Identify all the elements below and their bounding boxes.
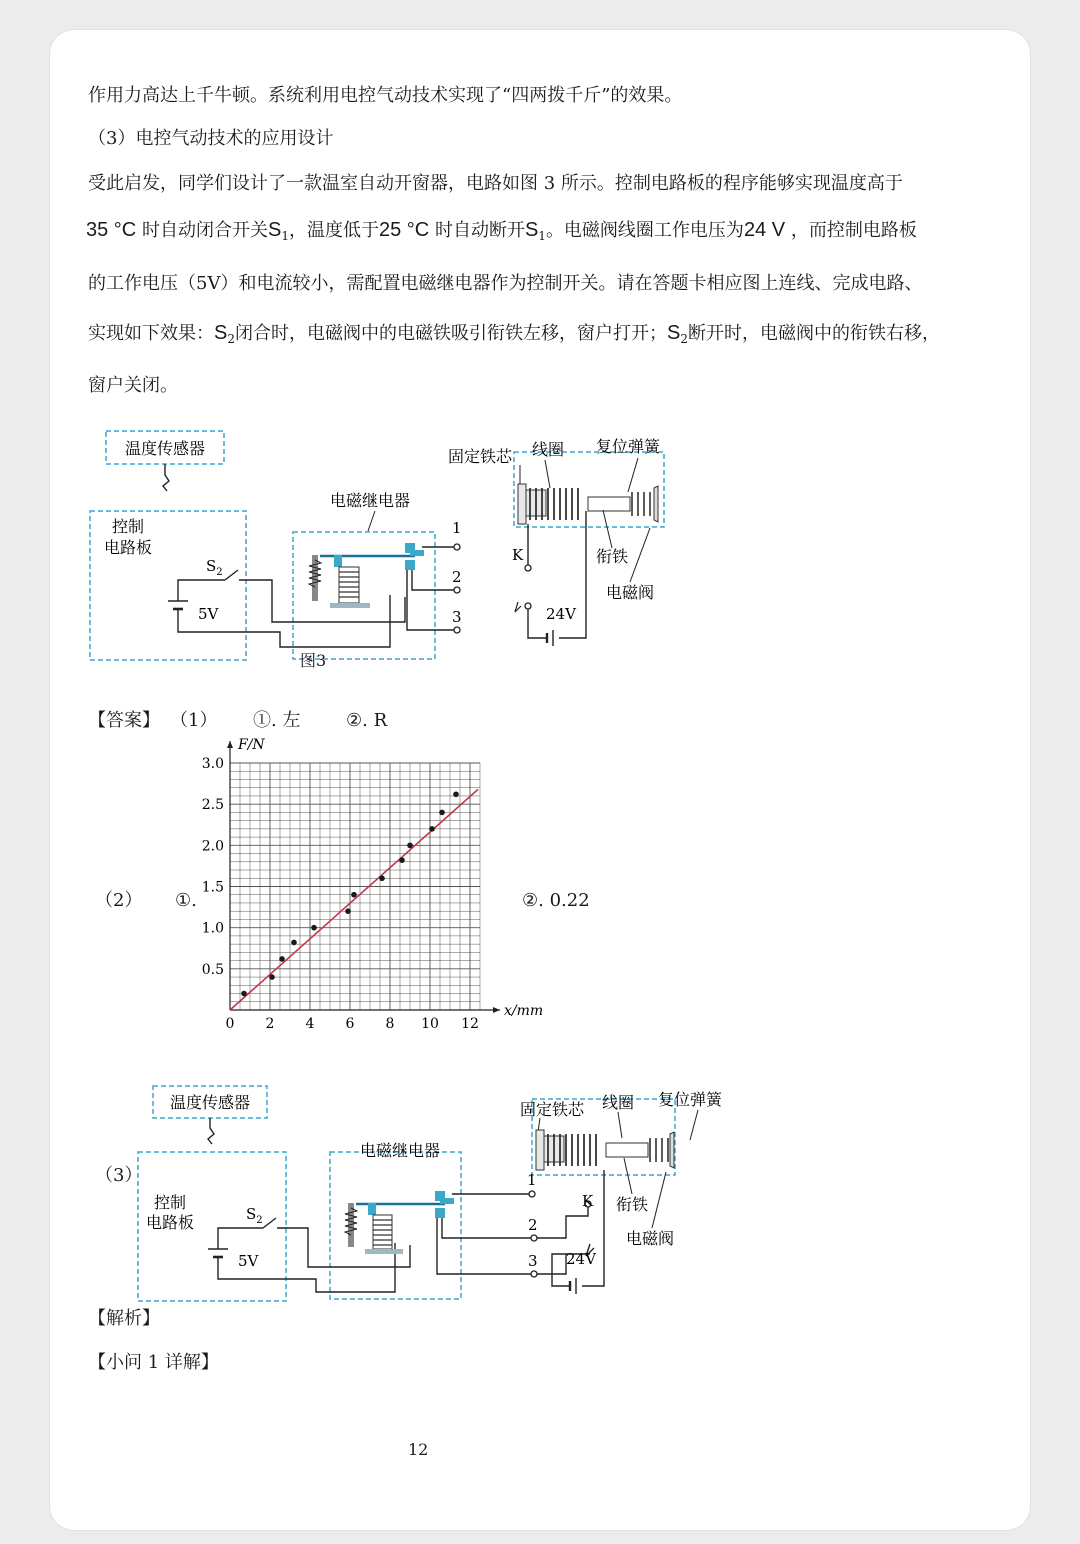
answer-k-label: K (582, 1192, 594, 1210)
answer-part-2: （2） (95, 890, 143, 911)
answer-terminal-1: 1 (527, 1171, 537, 1189)
spring-label: 复位弹簧 (595, 437, 661, 456)
x-tick-label: 8 (385, 1016, 395, 1032)
chart-ticks (202, 756, 479, 1032)
data-point (351, 892, 357, 898)
data-point (379, 875, 385, 881)
y-tick-label: 3.0 (201, 756, 224, 772)
valve-mechanism (518, 484, 658, 524)
data-point (407, 843, 413, 849)
answer-switch-label: $S_2$ (246, 1205, 263, 1226)
source-24v-label: 24V (546, 605, 576, 623)
data-point (453, 791, 459, 797)
text-line-6: 实现如下效果：$S_2$闭合时，电磁阀中的电磁铁吸引衔铁左移，窗户打开；$S_2$断开时，电磁阀中的衔铁右移， (88, 322, 940, 346)
answer-board-label-2: 电路板 (145, 1213, 195, 1232)
x-axis-label: x/mm (504, 1003, 544, 1019)
coil-label: 线圈 (531, 440, 565, 459)
circuit-figure-3 (50, 400, 710, 670)
temp-low: 25 °C (378, 219, 430, 241)
figure-caption: 图3 (300, 651, 327, 670)
data-point (345, 908, 351, 914)
relay-label: 电磁继电器 (329, 491, 411, 510)
data-point (269, 974, 275, 980)
board-label-2: 电路板 (103, 538, 153, 557)
y-tick-label: 0.5 (201, 961, 224, 978)
terminal-2: 2 (452, 568, 462, 586)
x-axis-arrow (493, 1007, 500, 1013)
answer-relay-label: 电磁继电器 (359, 1141, 441, 1160)
y-axis-label: F/N (238, 737, 265, 753)
core-label: 固定铁芯 (447, 447, 513, 466)
x-tick-label: 2 (265, 1016, 275, 1032)
data-point (399, 857, 405, 863)
data-point (241, 991, 247, 997)
answer-terminal-2: 2 (528, 1216, 538, 1234)
battery-5v-label: 5V (198, 605, 219, 623)
y-tick-label: 1.0 (201, 920, 224, 937)
terminal-3: 3 (452, 608, 462, 626)
answer-part-3: （3） (95, 1165, 143, 1186)
k-label: K (512, 546, 524, 564)
x-tick-label: 0 (225, 1016, 235, 1032)
text-line-5: 的工作电压（5V）和电流较小，需配置电磁继电器作为控制开关。请在答题卡相应图上连线、完成电路、 (88, 273, 923, 294)
answer-circuit (100, 1060, 723, 1315)
answer-armature-label: 衔铁 (615, 1195, 649, 1214)
x-tick-label: 6 (345, 1016, 355, 1032)
document-page (50, 30, 1030, 1530)
coil-voltage: 24 V (743, 219, 786, 241)
y-tick-label: 2.5 (201, 797, 224, 814)
answer-board-label-1: 控制 (153, 1193, 187, 1212)
answer-spring-label: 复位弹簧 (657, 1090, 723, 1109)
answer-coil-label: 线圈 (601, 1093, 635, 1112)
data-point (439, 810, 445, 816)
text-line-2: （3）电控气动技术的应用设计 (88, 128, 334, 149)
question-1-detail: 【小问 1 详解】 (88, 1352, 219, 1373)
board-label-1: 控制 (111, 517, 145, 536)
answer-label: 【答案】 (88, 710, 160, 731)
force-displacement-chart (190, 735, 544, 1040)
analysis-label: 【解析】 (88, 1308, 160, 1329)
switch-s2-label: $S_2$ (206, 557, 223, 578)
armature-label: 衔铁 (595, 547, 629, 566)
terminal-1: 1 (452, 519, 462, 537)
text-line-1: 作用力高达上千牛顿。系统利用电控气动技术实现了“四两拨千斤”的效果。 (88, 85, 683, 106)
answer-battery-label: 5V (238, 1252, 259, 1270)
answer-2-b: ②. 0.22 (522, 890, 590, 911)
data-point (311, 925, 317, 931)
answer-1-a: ①. 左 (253, 710, 301, 731)
answer-sensor-label: 温度传感器 (169, 1093, 251, 1112)
data-point (429, 826, 435, 832)
text-line-7: 窗户关闭。 (88, 375, 178, 396)
answer-core-label: 固定铁芯 (519, 1100, 585, 1119)
answer-1-b: ②. R (346, 710, 388, 731)
data-point (279, 956, 285, 962)
sensor-signal-line (163, 464, 169, 491)
data-point (291, 940, 297, 946)
text-line-3: 受此启发，同学们设计了一款温室自动开窗器，电路如图 3 所示。控制电路板的程序能够实现温度高于 (88, 173, 903, 194)
y-tick-label: 2.0 (201, 838, 224, 855)
x-tick-label: 4 (305, 1016, 315, 1032)
x-tick-label: 10 (421, 1016, 439, 1032)
page-number: 12 (408, 1440, 429, 1459)
answer-2-a: ①. (175, 890, 197, 911)
chart-grid (227, 741, 500, 1013)
sensor-label: 温度传感器 (124, 439, 206, 458)
answer-source-label: 24V (566, 1250, 596, 1268)
temp-high: 35 °C (86, 219, 137, 241)
y-tick-label: 1.5 (201, 879, 224, 896)
answer-valve-label: 电磁阀 (625, 1229, 675, 1248)
answer-part-1: （1） (170, 710, 218, 731)
valve-label: 电磁阀 (605, 583, 655, 602)
y-axis-arrow (227, 741, 233, 748)
text-line-4: 35 °C 时自动闭合开关$S_1$，温度低于25 °C 时自动断开$S_1$。电磁阀线圈工作电压为24 V ，而控制电路板 (86, 219, 917, 243)
x-tick-label: 12 (461, 1016, 479, 1032)
answer-terminal-3: 3 (528, 1252, 538, 1270)
